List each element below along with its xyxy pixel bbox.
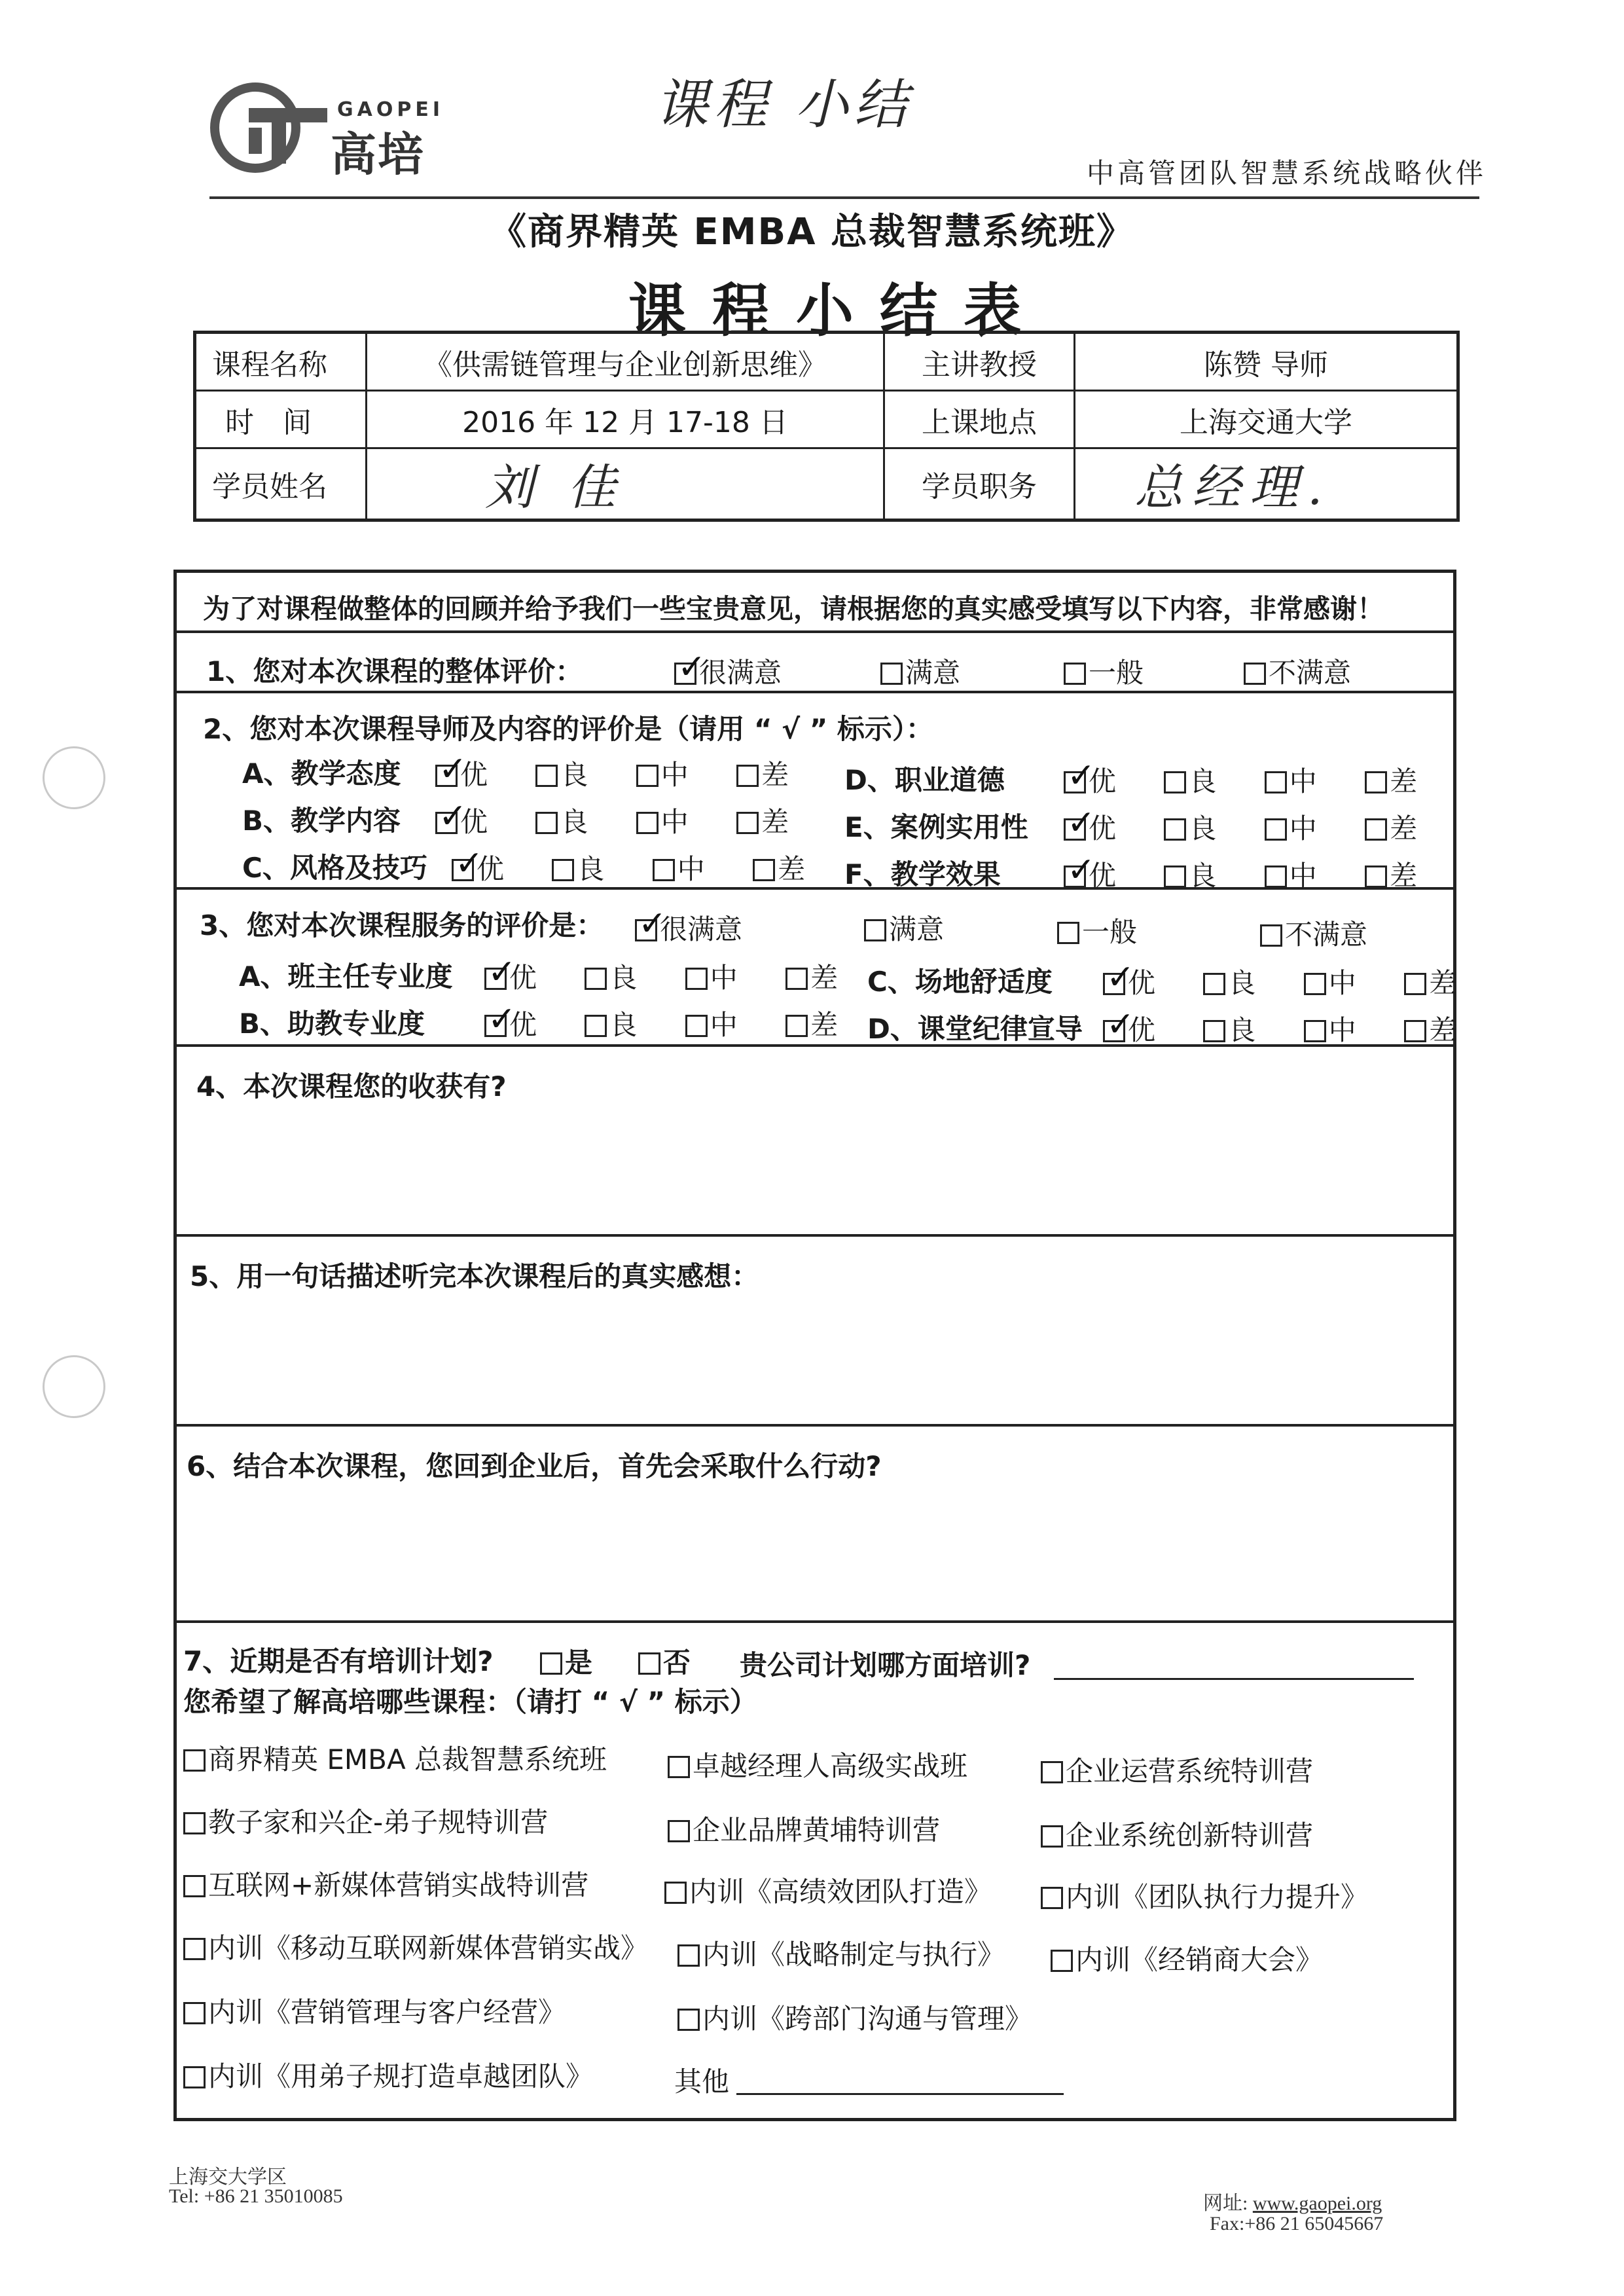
- q2-d-grades: ✓优 良 中 差: [1064, 760, 1417, 799]
- checkbox[interactable]: [1304, 1020, 1326, 1042]
- course-option[interactable]: 互联网+新媒体营销实战特训营: [183, 1864, 588, 1903]
- q2-e-grades: ✓优 良 中 差: [1064, 807, 1417, 847]
- survey-intro: 为了对课程做整体的回顾并给予我们一些宝贵意见，请根据您的真实感受填写以下内容，非常感谢！: [203, 593, 1384, 625]
- q5-label: 5、用一句话描述听完本次课程后的真实感想：: [190, 1260, 759, 1292]
- checkbox[interactable]: [753, 859, 775, 881]
- page-title: 课程小结表: [628, 277, 1047, 344]
- other-label: 其他: [674, 2066, 730, 2098]
- q2-item-c: C、风格及技巧: [242, 852, 427, 884]
- question-5[interactable]: [177, 1237, 1453, 1427]
- page-subtitle: 《商界精英 EMBA 总裁智慧系统班》: [490, 211, 1134, 253]
- checkbox[interactable]: [1365, 771, 1387, 793]
- footer-campus: 上海交大学区: [169, 2166, 287, 2188]
- question-7: [177, 1623, 1453, 2118]
- course-option[interactable]: 内训《用弟子规打造卓越团队》: [183, 2055, 593, 2094]
- q1-option-average[interactable]: 一般: [1064, 651, 1144, 691]
- student-value[interactable]: [367, 448, 884, 520]
- checkbox[interactable]: [585, 1015, 607, 1037]
- table-row: [195, 333, 1458, 391]
- q7-option-yes[interactable]: 是: [540, 1641, 592, 1681]
- question-1: [177, 633, 1453, 693]
- checkbox[interactable]: [484, 1015, 507, 1037]
- question-4[interactable]: [177, 1047, 1453, 1237]
- course-option[interactable]: 教子家和兴企-弟子规特训营: [183, 1801, 548, 1840]
- checkbox[interactable]: [1365, 866, 1387, 888]
- checkbox[interactable]: [1064, 866, 1086, 888]
- student-signature: 刘 佳: [485, 460, 625, 516]
- q3-item-c: C、场地舒适度: [867, 966, 1053, 998]
- checkbox[interactable]: [484, 968, 507, 990]
- location-label: 上课地点: [884, 391, 1075, 448]
- course-option[interactable]: 内训《高绩效团队打造》: [664, 1870, 992, 1910]
- q7-option-no[interactable]: 否: [638, 1641, 691, 1681]
- q7-label: 7、近期是否有培训计划?: [183, 1645, 494, 1677]
- q2-b-grades: ✓优 良 中 差: [435, 801, 789, 840]
- course-option[interactable]: 商界精英 EMBA 总裁智慧系统班: [183, 1738, 607, 1777]
- course-option[interactable]: 内训《营销管理与客户经营》: [183, 1991, 566, 2030]
- checkbox[interactable]: [864, 919, 886, 941]
- q7-plan-label: 贵公司计划哪方面培训?: [740, 1649, 1031, 1681]
- checkbox[interactable]: [452, 859, 474, 881]
- course-option[interactable]: 企业品牌黄埔特训营: [668, 1809, 940, 1848]
- checkbox[interactable]: [183, 1875, 206, 1897]
- checkbox[interactable]: [1265, 771, 1287, 793]
- checkbox[interactable]: [585, 968, 607, 990]
- q3-option-satisfied[interactable]: 满意: [864, 908, 944, 947]
- header-divider: [209, 196, 1479, 199]
- course-option[interactable]: 内训《移动互联网新媒体营销实战》: [183, 1927, 648, 1966]
- position-handwriting: 总经理.: [1134, 460, 1332, 516]
- checkbox[interactable]: [1064, 663, 1086, 685]
- checkbox[interactable]: [736, 765, 759, 787]
- logo-cn-text: 高培: [331, 128, 425, 181]
- course-info-table: [193, 331, 1460, 522]
- q1-option-unsatisfied[interactable]: 不满意: [1244, 651, 1351, 691]
- checkbox[interactable]: [736, 812, 759, 834]
- checkbox[interactable]: [1203, 973, 1225, 995]
- checkbox[interactable]: [535, 765, 558, 787]
- checkbox[interactable]: [1164, 771, 1186, 793]
- course-option[interactable]: 内训《战略制定与执行》: [677, 1933, 1005, 1973]
- checkbox[interactable]: [1365, 818, 1387, 841]
- q3-item-d: D、课堂纪律宣导: [867, 1013, 1083, 1045]
- q3-d-grades: ✓优 良 中 差: [1103, 1009, 1456, 1048]
- q1-option-very-satisfied[interactable]: ✓ 很满意: [674, 651, 782, 691]
- course-name-value: 《供需链管理与企业创新思维》: [367, 333, 884, 391]
- course-option[interactable]: 内训《经销商大会》: [1051, 1939, 1323, 1978]
- q2-item-e: E、案例实用性: [844, 811, 1028, 843]
- course-option[interactable]: 企业运营系统特训营: [1041, 1750, 1313, 1789]
- q2-item-d: D、职业道德: [844, 764, 1005, 796]
- time-label: 时 间: [195, 391, 367, 448]
- checkbox[interactable]: [1404, 1020, 1426, 1042]
- table-row: [195, 391, 1458, 448]
- checkbox[interactable]: [880, 663, 903, 685]
- q3-item-b: B、助教专业度: [239, 1008, 425, 1040]
- checkbox[interactable]: [1041, 1825, 1063, 1848]
- q3-option-very-satisfied[interactable]: ✓ 很满意: [635, 908, 742, 947]
- website-link[interactable]: www.gaopei.org: [1252, 2193, 1382, 2214]
- checkbox[interactable]: [1260, 924, 1282, 947]
- logo-latin-text: GAOPEI: [337, 98, 444, 121]
- q2-f-grades: ✓优 良 中 差: [1064, 854, 1417, 894]
- q6-label: 6、结合本次课程，您回到企业后，首先会采取什么行动?: [187, 1450, 882, 1482]
- q2-item-f: F、教学效果: [844, 858, 1001, 890]
- checkbox[interactable]: [1304, 973, 1326, 995]
- q2-label: 2、您对本次课程导师及内容的评价是（请用 “ √ ” 标示）：: [203, 713, 933, 745]
- checkbox[interactable]: [785, 968, 808, 990]
- q3-item-a: A、班主任专业度: [239, 960, 453, 993]
- footer-web-label: 网址:: [1203, 2193, 1248, 2214]
- checkbox[interactable]: [1103, 1020, 1125, 1042]
- checkbox[interactable]: [1041, 1887, 1063, 1909]
- checkbox[interactable]: [677, 2009, 700, 2031]
- location-value: 上海交通大学: [1075, 391, 1458, 448]
- checkbox[interactable]: [1103, 973, 1125, 995]
- table-row: [195, 448, 1458, 520]
- q3-c-grades: ✓优 良 中 差: [1103, 962, 1456, 1001]
- course-option[interactable]: 卓越经理人高级实战班: [668, 1745, 967, 1784]
- binder-hole-top: [43, 746, 105, 809]
- q3-b-grades: ✓优 良 中 差: [484, 1004, 838, 1043]
- checkbox[interactable]: [1164, 866, 1186, 888]
- survey-form: [173, 570, 1456, 2121]
- q2-c-grades: ✓优 良 中 差: [452, 848, 805, 887]
- checkbox[interactable]: [535, 812, 558, 834]
- lecturer-label: 主讲教授: [884, 333, 1075, 391]
- q3-a-grades: ✓优 良 中 差: [484, 957, 838, 996]
- checkbox[interactable]: [668, 1756, 690, 1778]
- checkbox[interactable]: [183, 1812, 206, 1834]
- checkbox[interactable]: [435, 765, 458, 787]
- q2-a-grades: ✓优 良 中 差: [435, 754, 789, 793]
- footer-web: [1203, 2187, 1382, 2215]
- checkbox[interactable]: [685, 968, 708, 990]
- checkbox[interactable]: [1265, 866, 1287, 888]
- other-input-line[interactable]: [736, 2093, 1064, 2095]
- question-3: [177, 890, 1457, 1047]
- course-option[interactable]: 企业系统创新特训营: [1041, 1814, 1313, 1853]
- checkbox[interactable]: [1041, 1761, 1063, 1783]
- checkbox[interactable]: [1404, 973, 1426, 995]
- checkbox[interactable]: [668, 1820, 690, 1842]
- course-name-label: 课程名称: [195, 333, 367, 391]
- question-2: [177, 693, 1453, 890]
- lecturer-value: 陈赞 导师: [1075, 333, 1458, 391]
- time-value: 2016 年 12 月 17-18 日: [367, 391, 884, 448]
- checkbox[interactable]: [1244, 663, 1266, 685]
- student-label: 学员姓名: [195, 448, 367, 520]
- slogan: 中高管团队智慧系统战略伙伴: [1087, 157, 1487, 189]
- checkbox[interactable]: [183, 1938, 206, 1960]
- checkbox[interactable]: [1203, 1020, 1225, 1042]
- q4-label: 4、本次课程您的收获有?: [196, 1070, 507, 1102]
- footer-fax: Fax:+86 21 65045667: [1210, 2213, 1384, 2234]
- position-label: 学员职务: [884, 448, 1075, 520]
- plan-input-line[interactable]: [1054, 1678, 1414, 1680]
- checkbox[interactable]: [540, 1652, 562, 1675]
- q3-label: 3、您对本次课程服务的评价是：: [200, 909, 604, 941]
- q7-wish-label: 您希望了解高培哪些课程：（请打 “ √ ” 标示）: [183, 1686, 757, 1718]
- handwritten-title: 课程 小结: [655, 74, 913, 136]
- checkbox[interactable]: [1265, 818, 1287, 841]
- checkbox[interactable]: [685, 1015, 708, 1037]
- checkbox[interactable]: [785, 1015, 808, 1037]
- q1-option-satisfied[interactable]: 满意: [880, 651, 960, 691]
- course-option[interactable]: 内训《团队执行力提升》: [1041, 1876, 1368, 1915]
- position-value[interactable]: [1075, 448, 1458, 520]
- course-option[interactable]: 内训《跨部门沟通与管理》: [677, 1997, 1032, 2037]
- q2-item-a: A、教学态度: [242, 757, 401, 790]
- checkbox[interactable]: [636, 812, 659, 834]
- checkbox[interactable]: [183, 1749, 206, 1772]
- question-6[interactable]: [177, 1427, 1453, 1623]
- survey-intro-row: [177, 573, 1453, 633]
- checkbox[interactable]: [1051, 1950, 1073, 1972]
- checkbox[interactable]: [638, 1652, 660, 1675]
- binder-hole-bottom: [43, 1355, 105, 1418]
- checkbox[interactable]: [636, 765, 659, 787]
- checkbox[interactable]: [1164, 818, 1186, 841]
- checkbox[interactable]: [674, 663, 696, 685]
- checkbox[interactable]: [183, 2066, 206, 2088]
- checkbox[interactable]: [435, 812, 458, 834]
- checkbox[interactable]: [664, 1882, 687, 1904]
- footer-tel: Tel: +86 21 35010085: [169, 2185, 343, 2207]
- checkbox[interactable]: [183, 2002, 206, 2024]
- checkbox[interactable]: [1064, 818, 1086, 841]
- checkbox[interactable]: [552, 859, 574, 881]
- q3-option-average[interactable]: 一般: [1057, 911, 1137, 950]
- q1-label: 1、您对本次课程的整体评价：: [206, 655, 583, 687]
- checkbox[interactable]: [653, 859, 675, 881]
- q2-item-b: B、教学内容: [242, 805, 401, 837]
- checkbox[interactable]: [1064, 771, 1086, 793]
- q3-option-unsatisfied[interactable]: 不满意: [1260, 913, 1367, 953]
- checkbox[interactable]: [677, 1944, 700, 1967]
- checkbox[interactable]: [1057, 922, 1079, 944]
- checkbox[interactable]: [635, 919, 657, 941]
